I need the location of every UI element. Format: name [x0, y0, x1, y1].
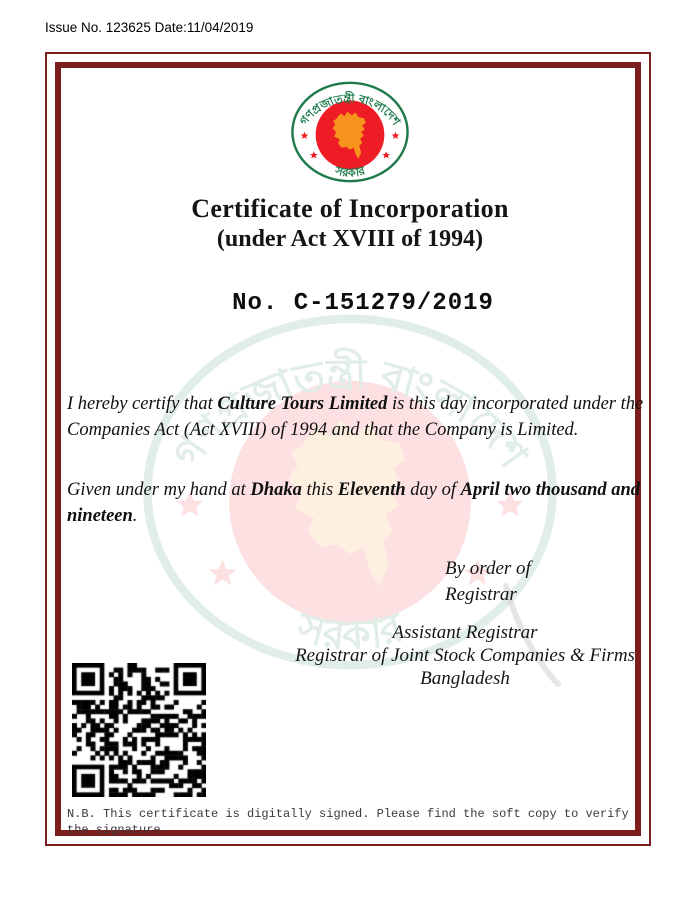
certificate-number: No. C-151279/2019 [232, 290, 494, 317]
qr-code [72, 663, 206, 797]
title-block [0, 194, 700, 253]
assistant-registrar-line: Assistant Registrar [392, 622, 538, 643]
by-order-line: By order of [445, 558, 531, 579]
incorporation-statement: I hereby certify that Culture Tours Limited is this day incorporated under the Companies Act (Act XVIII) of 1994 and that the Company is Limited. [67, 394, 644, 441]
certificate-title: Certificate of Incorporation [191, 194, 509, 223]
country-line: Bangladesh [420, 668, 510, 690]
government-seal-icon [285, 76, 415, 188]
issuance-statement: Given under my hand at Dhaka this Eleventh day of April two thousand and nineteen. [67, 480, 641, 527]
digital-signature-note: N.B. This certificate is digitally signed. Please find the soft copy to verify the signature. [67, 807, 629, 838]
registrar-line: Registrar [445, 584, 517, 606]
certificate-subtitle: (under Act XVIII of 1994) [216, 226, 484, 252]
registrar-office-line: Registrar of Joint Stock Companies & Firms [295, 645, 635, 667]
issue-number-line: Issue No. 123625 Date:11/04/2019 [45, 20, 254, 35]
registrar-signature-block [285, 621, 645, 691]
by-order-block [445, 556, 531, 608]
